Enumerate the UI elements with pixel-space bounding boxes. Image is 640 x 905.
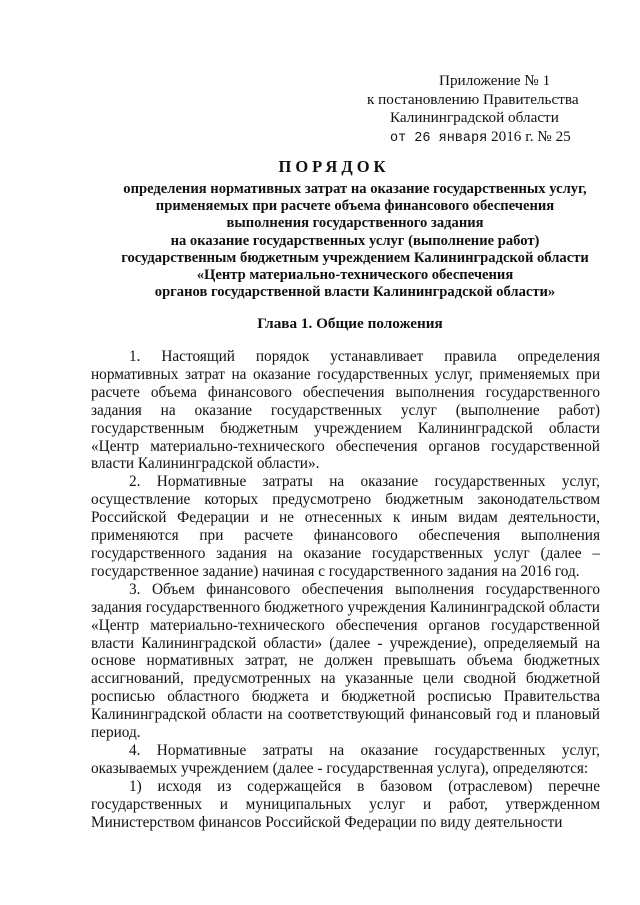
subtitle-line: государственным бюджетным учреждением Калининградской области bbox=[121, 249, 589, 266]
appendix-reference: к постановлению Правительства bbox=[367, 90, 579, 108]
subtitle-line: применяемых при расчете объема финансового обеспечения bbox=[155, 198, 555, 215]
appendix-date: от 26 января bbox=[390, 130, 488, 146]
paragraph-4: 4. Нормативные затраты на оказание государственных услуг, оказываемых учреждением (далее - государственная услуга), определяются: bbox=[91, 741, 600, 777]
appendix-year: 2016 г. bbox=[491, 127, 534, 145]
document-body bbox=[91, 348, 600, 831]
paragraph-4-item-1: 1) исходя из содержащейся в базовом (отраслевом) перечне государственных и муниципальных услуг и работ, утвержденном Министерством финансов Российской Федерации по виду деятельности bbox=[91, 777, 600, 831]
subtitle-line: органов государственной власти Калининградской области» bbox=[154, 284, 556, 301]
subtitle-line: на оказание государственных услуг (выполнение работ) bbox=[170, 232, 540, 249]
paragraph-3: 3. Объем финансового обеспечения выполнения государственного задания государственного бюджетного учреждения Калининградской области «Центр материально-технического обеспечения органов государственной власти Калининградской области» (далее - учреждение), определяемый на основе нормативных затрат, не должен превышать объема бюджетных ассигнований, предусмотренных на указанные цели сводной бюджетной росписью областного бюджета и бюджетной росписью Правительства Калининградской области на соответствующий финансовый год и плановый период. bbox=[91, 580, 600, 742]
document-title: ПОРЯДОК bbox=[278, 157, 390, 176]
subtitle-line: определения нормативных затрат на оказание государственных услуг, bbox=[123, 181, 587, 197]
subtitle-line: выполнения государственного задания bbox=[226, 215, 484, 232]
appendix-region: Калининградской области bbox=[390, 109, 559, 126]
appendix-date-line bbox=[367, 128, 607, 149]
document-subtitle bbox=[85, 181, 625, 301]
subtitle-line: «Центр материально-технического обеспечения bbox=[196, 267, 514, 284]
chapter-heading: Глава 1. Общие положения bbox=[257, 315, 443, 332]
paragraph-1: 1. Настоящий порядок устанавливает правила определения нормативных затрат на оказание государственных услуг, применяемых при расчете объема финансового обеспечения выполнения государственного задания на оказание государственных услуг (выполнение работ) государственным бюджетным учреждением Калининградской области «Центр материально-технического обеспечения органов государственной власти Калининградской области». bbox=[91, 348, 600, 473]
appendix-number: Приложение № 1 bbox=[439, 72, 551, 89]
appendix-header bbox=[367, 72, 607, 148]
appendix-doc-number: № 25 bbox=[537, 127, 571, 145]
paragraph-2: 2. Нормативные затраты на оказание государственных услуг, осуществление которых предусмотрено бюджетным законодательством Российской Федерации и не отнесенных к иным видам деятельности, применяются при расчете финансового обеспечения выполнения государственного задания на оказание государственных услуг (далее – государственное задание) начиная с государственного задания на 2016 год. bbox=[91, 473, 600, 580]
